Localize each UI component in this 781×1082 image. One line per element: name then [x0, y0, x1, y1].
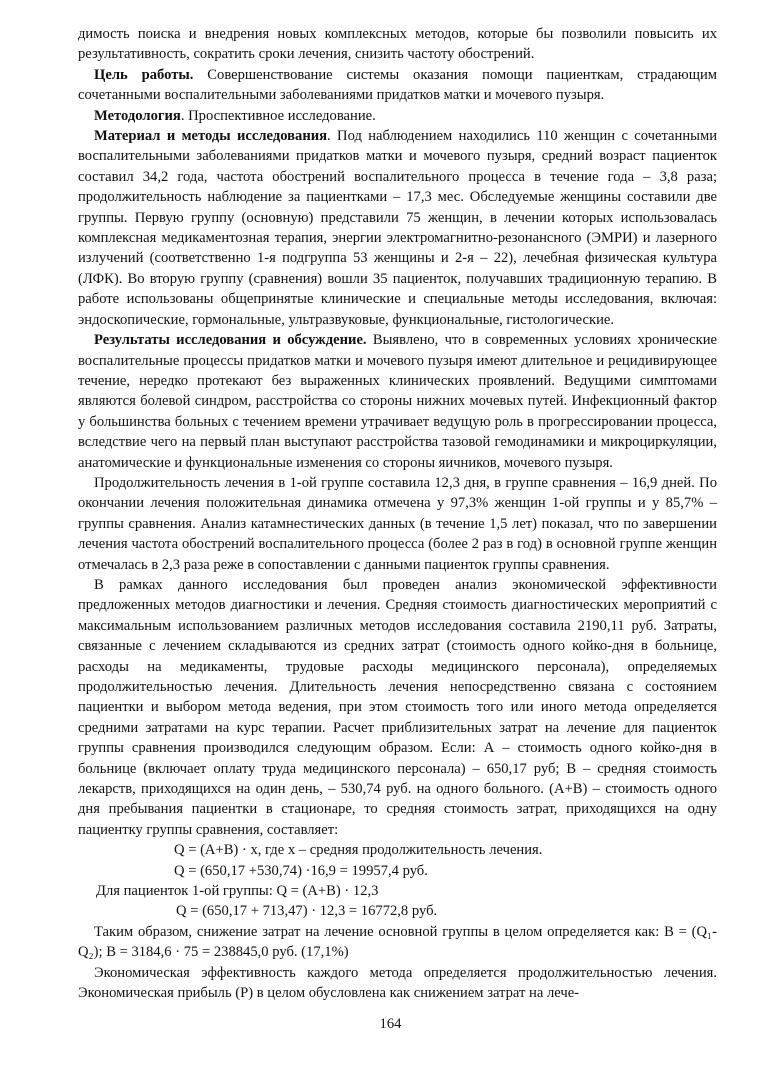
- results-heading: Результаты исследования и обсуждение.: [94, 332, 367, 349]
- results-paragraph: [78, 330, 717, 473]
- methodology-heading: Методология: [94, 107, 181, 124]
- methodology-paragraph: [78, 106, 717, 126]
- formula-group-1-label: Для пациенток 1-ой группы: Q = (A+B) · 12,3: [96, 883, 379, 900]
- duration-paragraph: Продолжительность лечения в 1-ой группе составила 12,3 дня, в группе сравнения – 16,9 дней. По окончании лечения положительная динамика отмечена у 97,3% женщин 1-ой группы и у 85,7% – группы сравнения. Анализ катамнестических данных (в течение 1,5 лет) показал, что по завершении лечения частота обострений воспалительного процесса (более 2 раз в год) в основной группе женщин отмечалась в 2,3 раза реже в сопоставлении с данными пациенток группы сравнения.: [78, 474, 717, 573]
- intro-paragraph: димость поиска и внедрения новых комплексных методов, которые бы позволили повысить их результативность, сократить сроки лечения, снизить частоту обострений.: [78, 26, 717, 63]
- materials-paragraph: [78, 126, 717, 330]
- aim-text: Совершенствование системы оказания помощи пациенткам, страдающим сочетанными воспалительными заболеваниями придатков матки и мочевого пузыря.: [78, 66, 717, 104]
- aim-paragraph: [78, 65, 717, 106]
- total-savings-paragraph: Таким образом, снижение затрат на лечение основной группы в целом определяется как: В = (Q₁- Q₂); В = 3184,6 · 75 = 238845,0 руб. (17,1%): [78, 923, 717, 961]
- results-text: Выявлено, что в современных условиях хронические воспалительные процессы придатков матки и мочевого пузыря имеют длительное и рецидивирующее течение, нередко протекают без выраженных клинических проявлений. Ведущими симптомами являются болевой синдром, расстройства со стороны нижних мочевых путей. Инфекционный фактор у большинства больных с течением времени утрачивает ведущую роль в прогрессировании процесса, вследствие чего на первый план выступают расстройства тазовой гемодинамики и микроциркуляции, анатомические и функциональные изменения со стороны яичников, мочевого пузыря.: [78, 332, 717, 471]
- formula-general: Q = (A+B) · x, где x – средняя продолжительность лечения.: [174, 842, 543, 859]
- materials-heading: Материал и методы исследования: [94, 128, 328, 145]
- formula-group-1: Q = (650,17 + 713,47) · 12,3 = 16772,8 руб.: [176, 903, 438, 920]
- profit-paragraph: Экономическая эффективность каждого метода определяется продолжительностью лечения. Экономическая прибыль (Р) в целом обусловлена как снижением затрат на лече-: [78, 964, 717, 1002]
- page-number: 164: [379, 1016, 402, 1032]
- methodology-text: . Проспективное исследование.: [180, 107, 376, 124]
- materials-text: . Под наблюдением находились 110 женщин с сочетанными воспалительными заболеваниями придатков матки и мочевого пузыря, средний возраст пациенток составил 34,2 года, частота обострений воспалительного процесса в течение года – 3,8 раза; продолжительность наблюдение за пациентками – 17,3 мес. Обследуемые женщины составили две группы. Первую группу (основную) представили 75 женщин, в лечении которых использовалась комплексная медикаментозная терапия, энергии электромагнитно-резонансного (ЭМРИ) и лазерного излучений (соответственно 1-я подгруппа 53 женщины и 2-я – 22), лечебная физическая культура (ЛФК). Во вторую группу (сравнения) вошли 35 пациенток, получавших традиционную терапию. В работе использованы общепринятые клинические и специальные методы исследования, включая: эндоскопические, гормональные, ультразвуковые, функциональные, гистологические.: [78, 128, 718, 328]
- aim-heading: Цель работы.: [94, 66, 194, 83]
- economy-paragraph: В рамках данного исследования был проведен анализ экономической эффективности предложенных методов диагностики и лечения. Средняя стоимость диагностических мероприятий с максимальным использованием различных методов исследования составила 2190,11 руб. Затраты, связанные с лечением складываются из средних затрат (стоимость одного койко-дня в больнице, расходы на медикаменты, трудовые расходы медицинского персонала), определяемых продолжительностью лечения. Длительность лечения непосредственно связана с состоянием пациентки и выбором метода ведения, при этом стоимость того или иного метода определяется средними затратами на курс терапии. Расчет приблизительных затрат на лечение для пациенток группы сравнения производился следующим образом. Если: А – стоимость одного койко-дня в больнице (включает оплату труда медицинского персонала) – 650,17 руб; В – средняя стоимость лекарств, приходящихся на один день, – 530,74 руб. на одного больного. (А+В) – стоимость одного дня пребывания пациентки в стационаре, то средняя стоимость затрат, приходящихся на одну пациентку группы сравнения, составляет:: [78, 576, 717, 838]
- formula-comparison-group: Q = (650,17 +530,74) ·16,9 = 19957,4 руб.: [174, 862, 428, 879]
